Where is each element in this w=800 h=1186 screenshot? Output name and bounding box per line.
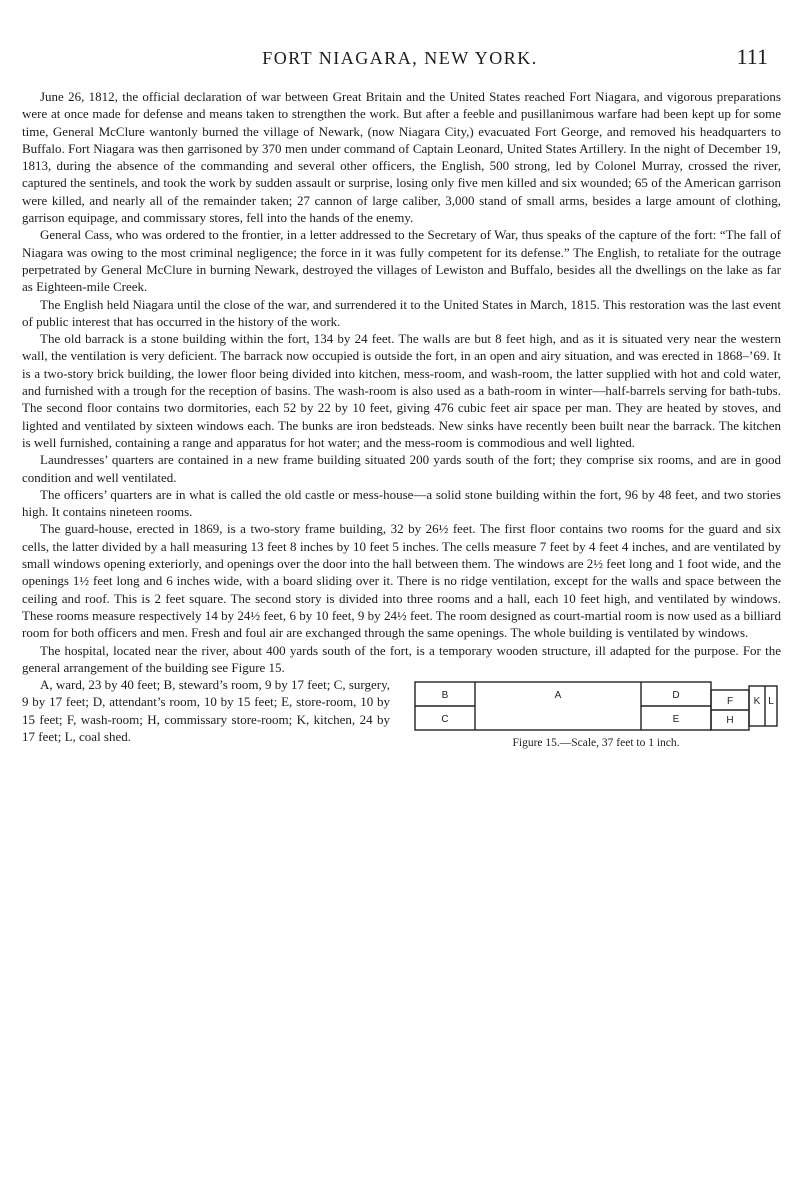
page-number: 111 <box>736 44 768 69</box>
room-label: F <box>726 696 734 708</box>
hospital-floor-plan <box>411 678 781 734</box>
paragraph: The guard-house, erected in 1869, is a two-story frame building, 32 by 26½ feet. The first floor contains two rooms for the guard and six cells, the latter divided by a hall measuring 13 feet 8 inches by 10 feet 5 inches. The cells measure 7 feet by 4 feet 4 inches, and are ventilated by small windows opening exteriorly, and openings over the door into the hall between them. The windows are 2½ feet long and 1 foot wide, and the openings 1½ feet long and 6 inches wide, with a board sliding over it. There is no ridge ventilation, except for the walls and space between the ceiling and roof. This is 2 feet square. The second story is divided into three rooms and a hall, each 10 feet high, and ventilated by windows. These rooms measure respectively 14 by 24½ feet, 6 by 10 feet, 9 by 24½ feet. The room designed as court-martial room is now used as a billiard room for both officers and men. Fresh and foul air are exchanged through the same openings. The whole building is ventilated by windows. <box>22 521 781 641</box>
paragraph: The officers’ quarters are in what is called the old castle or mess-house—a solid stone building within the fort, 96 by 48 feet, and two stories high. It contains nineteen rooms. <box>22 486 781 520</box>
room-label: B <box>441 690 449 702</box>
room-label: D <box>672 690 680 702</box>
legend-paragraph: A, ward, 23 by 40 feet; B, steward’s room, 9 by 17 feet; C, surgery, 9 by 17 feet; D, attendant’s room, 10 by 15 feet; E, store-room, 10 by 15 feet; F, wash-room; H, commissary store-room; K, kitchen, 24 by 17 feet; L, coal shed. <box>22 677 390 744</box>
room-label: L <box>768 696 774 708</box>
paragraph: The English held Niagara until the close of the war, and surrendered it to the United States in March, 1815. This restoration was the last event of public interest that has occurred in the history of the work. <box>22 296 781 329</box>
room-label: K <box>753 696 761 708</box>
paragraph: Laundresses’ quarters are contained in a new frame building situated 200 yards south of the fort; they comprise six rooms, and are in good condition and well ventilated. <box>22 452 781 485</box>
paragraph: General Cass, who was ordered to the frontier, in a letter addressed to the Secretary of War, thus speaks of the capture of the fort: “The fall of Niagara was owing to the most criminal negligence; the force in it was fully competent for its defense.” The English, to retaliate for the outrage perpetrated by General McClure in burning Newark, destroyed the villages of Lewiston and Buffalo, besides all the dwellings on the lake as far as Eighteen-mile Creek. <box>22 227 781 295</box>
page-header <box>20 44 780 76</box>
room-label: A <box>554 690 562 702</box>
paragraph: June 26, 1812, the official declaration of war between Great Britain and the United States reached Fort Niagara, and vigorous preparations were at once made for defense and means taken to strengthen the work. But after a feeble and pusillanimous warfare had been kept up for some time, General McClure wantonly burned the village of Newark, (now Niagara City,) evacuated Fort George, and removed his headquarters to Buffalo. Fort Niagara was then garrisoned by 370 men under command of Captain Leonard, United States Artillery. In the night of December 19, 1813, during the absence of the commanding and several other officers, the English, 500 strong, led by Colonel Murray, crossed the river, captured the sentinels, and took the work by sudden assault or surprise, losing only five men killed and six wounded; 65 of the American garrison were killed, and nearly all of the remainder taken; 27 cannon of large caliber, 3,000 stand of small arms, besides a large amount of clothing, garrison equipage, and commissary stores, fell into the hands of the enemy. <box>22 89 781 226</box>
room-label: H <box>726 715 734 727</box>
figure-15 <box>411 678 781 752</box>
room-label: C <box>441 714 449 726</box>
paragraph: The hospital, located near the river, about 400 yards south of the fort, is a temporary wooden structure, ill adapted for the purpose. For the general arrangement of the building see Figure 15. <box>22 642 781 675</box>
running-title: FORT NIAGARA, NEW YORK. <box>262 48 538 68</box>
paragraph: The old barrack is a stone building within the fort, 134 by 24 feet. The walls are but 8 feet high, and as it is situated very near the western wall, the ventilation is very deficient. The barrack now occupied is outside the fort, in an open and airy situation, and was erected in 1868–’69. It is a two-story brick building, the lower floor being divided into kitchen, mess-room, and wash-room, the latter supplied with hot and cold water, and furnished with a trough for the reception of basins. The wash-room is also used as a bath-room in winter—half-barrels serving for bath-tubs. The second floor contains two dormitories, each 52 by 22 by 10 feet, giving 476 cubic feet air space per man. They are heated by stoves, and lighted and ventilated by sixteen windows each. The bunks are iron bedsteads. New sinks have recently been built near the barrack. The kitchen is well furnished, containing a range and apparatus for hot water; and the mess-room is commodious and well lighted. <box>22 331 781 450</box>
figure-caption: Figure 15.—Scale, 37 feet to 1 inch. <box>512 737 680 750</box>
body-text <box>22 88 781 750</box>
room-label: E <box>672 714 680 726</box>
